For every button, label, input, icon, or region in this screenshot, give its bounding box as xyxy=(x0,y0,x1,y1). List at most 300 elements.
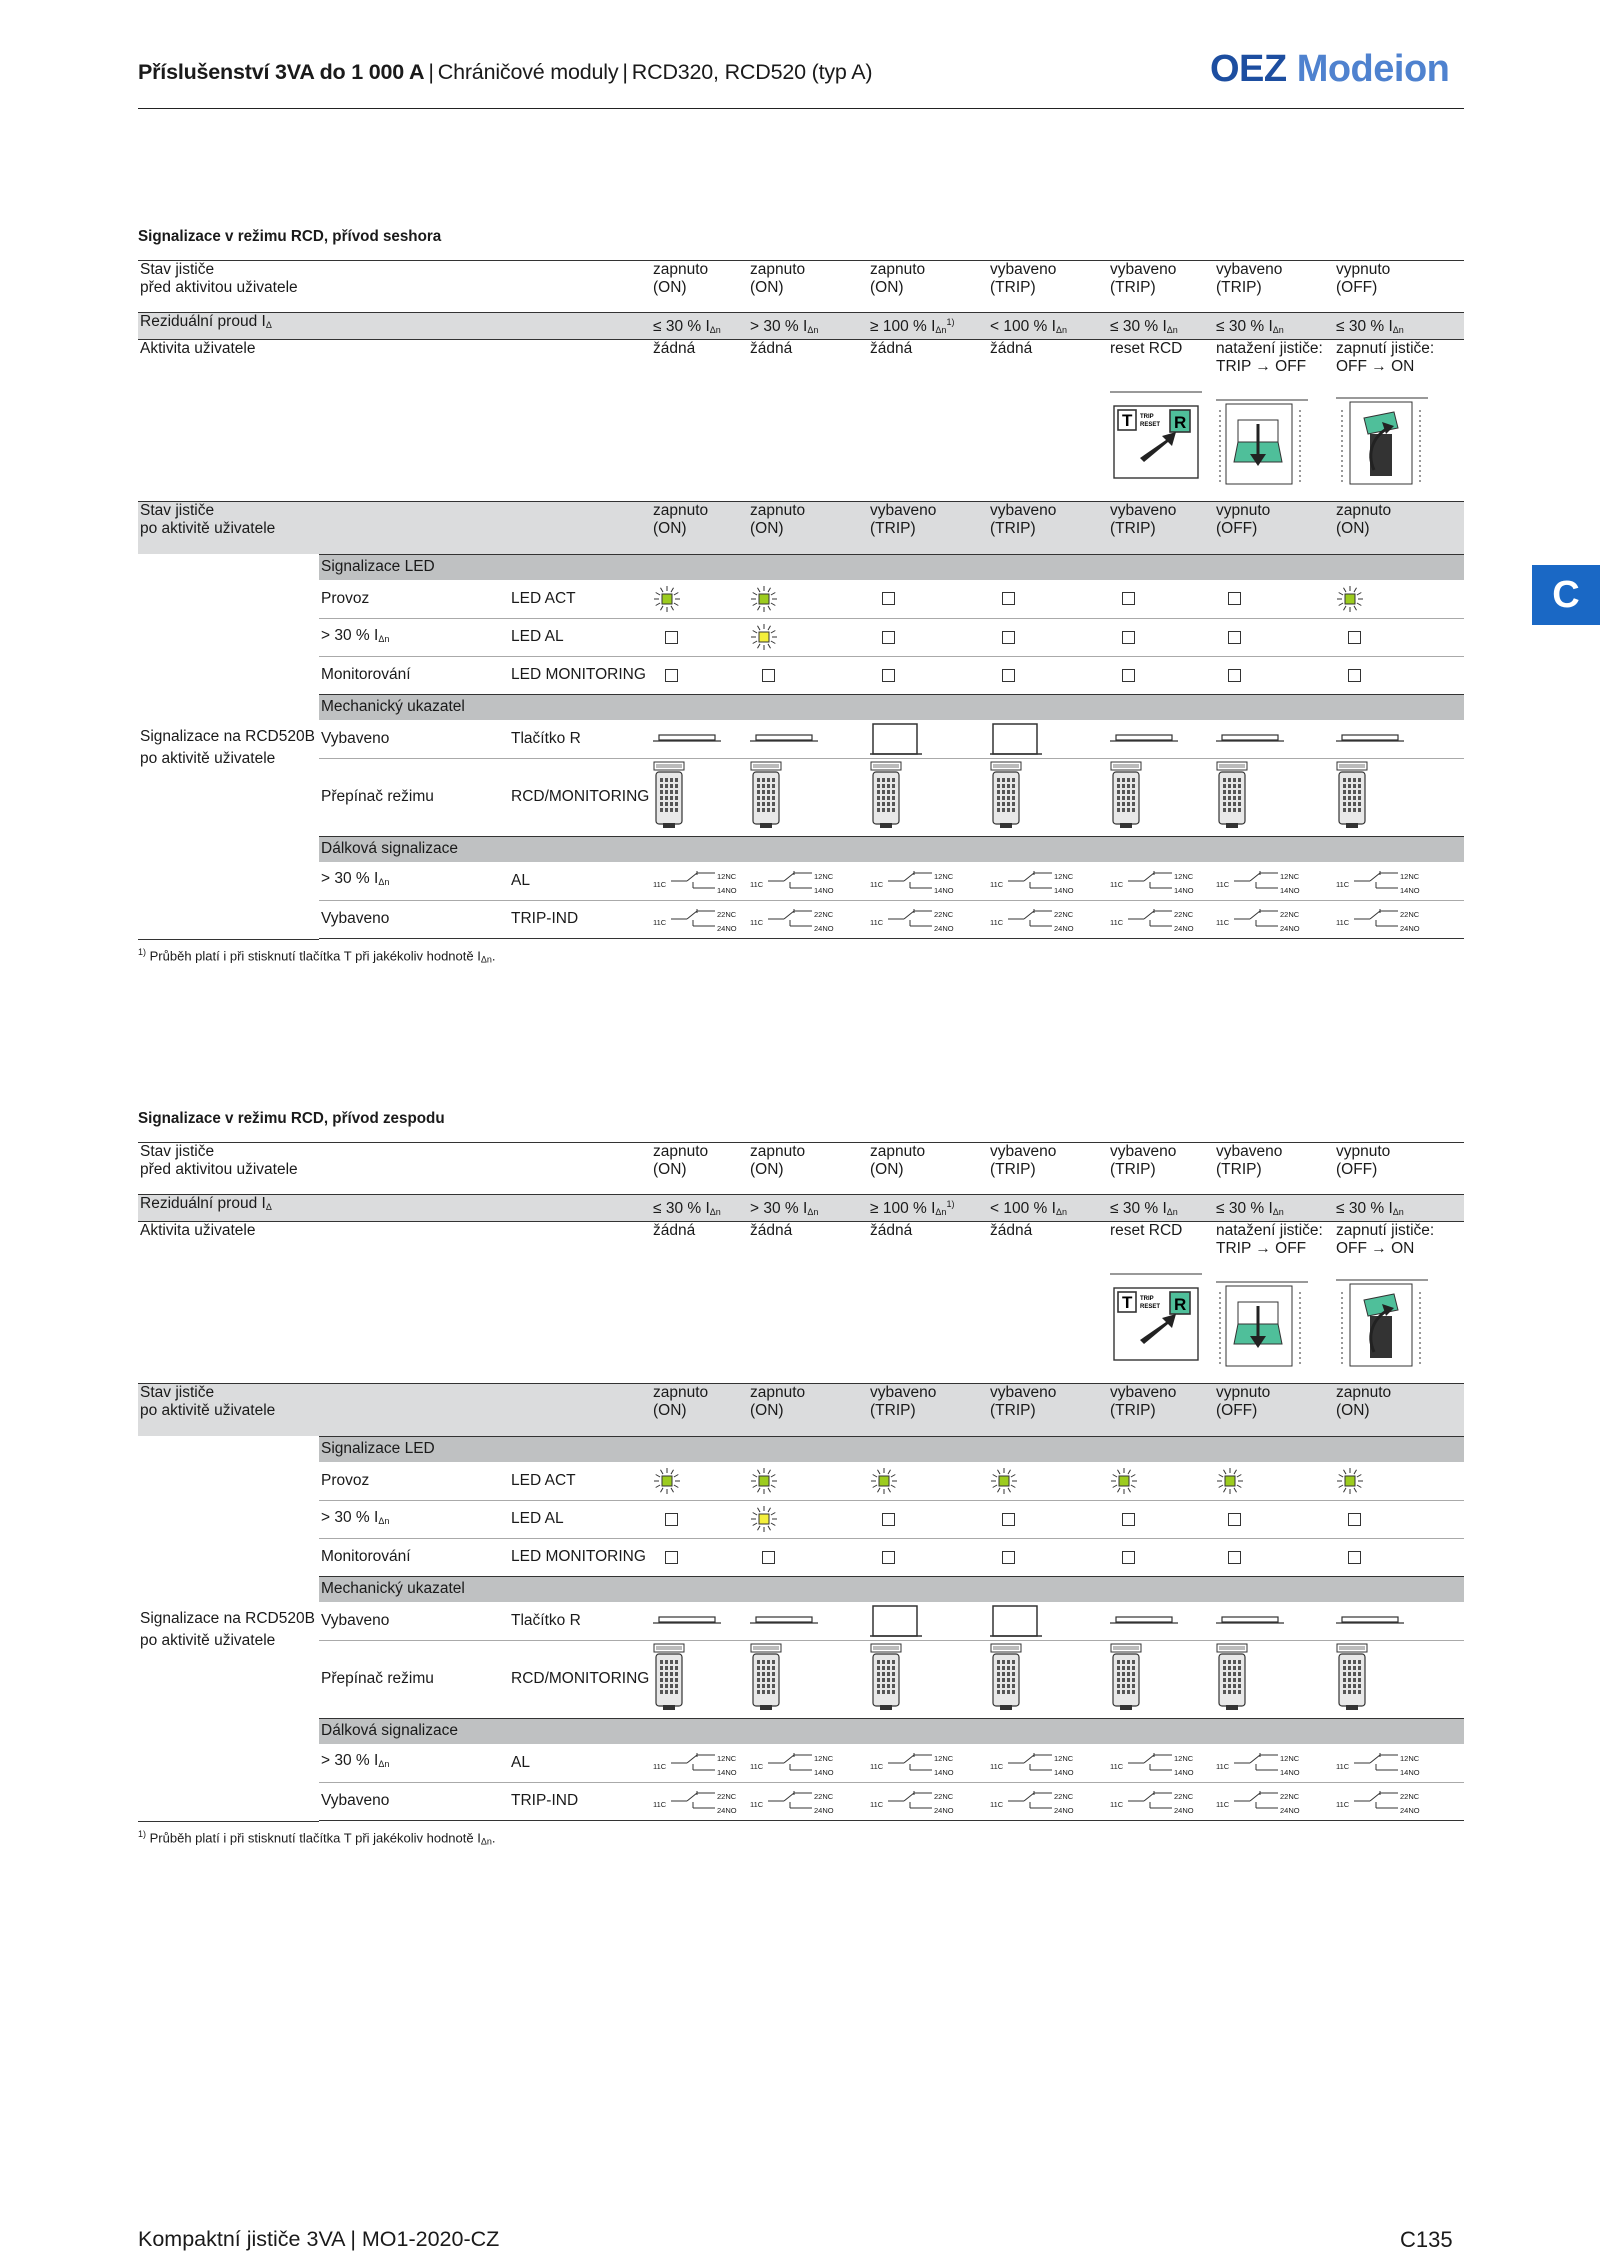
led-al-label: LED AL xyxy=(511,628,564,646)
relay-contact-icon xyxy=(1110,1750,1214,1776)
footnote-sup: 1) xyxy=(138,1828,147,1839)
relay-nc-label: 12NC xyxy=(1054,871,1074,881)
state-line2: (ON) xyxy=(1336,520,1370,538)
relay-no-label: 24NO xyxy=(1400,1806,1420,1816)
state-line1: vybaveno xyxy=(1216,261,1283,278)
activity-line1: zapnutí jističe: xyxy=(1336,1222,1435,1240)
button-r-flat-icon xyxy=(750,1613,818,1629)
led-off-icon xyxy=(1122,1513,1135,1526)
relay-no-label: 14NO xyxy=(814,885,834,895)
state-line1: zapnuto xyxy=(750,502,806,520)
relay-nc-label: 12NC xyxy=(814,871,834,881)
relay-no-label: 14NO xyxy=(717,1767,737,1777)
led-green-icon xyxy=(653,585,681,613)
relay-nc-label: 12NC xyxy=(1280,871,1300,881)
row-mode-switch xyxy=(319,758,1464,836)
svg-text:TRIP: TRIP xyxy=(1140,414,1154,421)
over30-sub: Δn xyxy=(378,1515,390,1526)
breaker-reset-illustration xyxy=(1216,390,1308,488)
relay-com-label: 11C xyxy=(1110,918,1124,928)
relay-nc-label: 22NC xyxy=(1400,1792,1420,1802)
state-line2: (TRIP) xyxy=(1110,1402,1156,1420)
activity-label: Aktivita uživatele xyxy=(140,340,256,358)
led-off-icon xyxy=(1002,1513,1015,1526)
relay-com-label: 11C xyxy=(1110,1761,1124,1771)
state-line2: (ON) xyxy=(750,520,784,538)
relay-contact-trip-4 xyxy=(1110,1788,1214,1814)
button-t-label: T xyxy=(1122,1293,1133,1313)
vybaveno-label: Vybaveno xyxy=(321,1611,390,1629)
residual-value: 100 % xyxy=(882,1200,927,1218)
svg-text:TRIP: TRIP xyxy=(1140,1296,1154,1303)
residual-op: ≥ xyxy=(870,1200,879,1218)
row-state-before xyxy=(138,1143,1464,1195)
relay-com-label: 11C xyxy=(870,1800,884,1810)
state-line2: (ON) xyxy=(653,520,687,538)
relay-com-label: 11C xyxy=(1216,879,1230,889)
relay-no-label: 24NO xyxy=(1280,1806,1300,1816)
residual-sub: Δn xyxy=(1055,325,1067,336)
relay-contact-trip-3 xyxy=(990,1788,1094,1814)
button-r-flat-icon xyxy=(1216,1613,1284,1629)
relay-contact-icon xyxy=(1336,1788,1440,1814)
button-r-raised-icon xyxy=(990,1604,1042,1638)
row-residual: Reziduální proud $I_\Delta$ ≤ 30 % $I_{\Delta n}$ > 30 % $I_{\Delta n}$ ≥ 100 % $I_{\Delta n}^{1)}$ < 100 % $I_{\Delta n}$ ≤ 30 % $I_{\Delta n}$ ≤ 30 % $I_{\Delta n}$ ≤ 30 % $I_{\Delta n}$ xyxy=(138,313,1464,340)
row-state-after xyxy=(138,502,1464,554)
relay-contact-al-1 xyxy=(750,1750,854,1776)
signal-block xyxy=(138,1436,1464,1821)
mode-switch-icon xyxy=(750,761,782,829)
mode-switch-icon xyxy=(653,761,685,829)
relay-no-label: 14NO xyxy=(814,1767,834,1777)
relay-nc-label: 12NC xyxy=(1400,1753,1420,1763)
relay-nc-label: 12NC xyxy=(1400,871,1420,881)
tripind-label: TRIP-IND xyxy=(511,910,579,928)
residual-sub: Δn xyxy=(1055,1207,1067,1218)
remote-over30-label: > 30 % I xyxy=(321,1752,379,1770)
signal-subtable xyxy=(319,554,1464,939)
residual-op: < xyxy=(990,318,1000,336)
group-led-label: Signalizace LED xyxy=(321,558,435,576)
residual-op: > xyxy=(750,318,760,336)
reset-rcd-illustration xyxy=(1110,384,1202,482)
al-label: AL xyxy=(511,1753,530,1771)
after-label-2: po aktivitě uživatele xyxy=(140,1402,276,1420)
button-r-label: R xyxy=(1174,1295,1187,1315)
led-green-icon xyxy=(870,1467,898,1495)
led-off-icon xyxy=(1228,1513,1241,1526)
state-line1: zapnuto xyxy=(870,261,926,278)
relay-contact-trip-0 xyxy=(653,906,757,932)
state-line1: zapnuto xyxy=(750,1384,806,1402)
state-line2: (ON) xyxy=(1336,1402,1370,1420)
relay-nc-label: 22NC xyxy=(1054,1792,1074,1802)
relay-contact-icon xyxy=(1110,868,1214,894)
row-remote-trip xyxy=(319,1782,1464,1820)
state-line2: (ON) xyxy=(870,1161,904,1178)
mode-switch-icon xyxy=(870,1643,902,1711)
residual-value: 100 % xyxy=(882,318,927,336)
before-label-2: před aktivitou uživatele xyxy=(140,1161,298,1178)
relay-nc-label: 22NC xyxy=(934,1792,954,1802)
signal-label-1: Signalizace na RCD520B xyxy=(140,1609,315,1627)
activity-line2: TRIP → OFF xyxy=(1216,358,1307,376)
state-line2: (ON) xyxy=(653,1161,687,1178)
state-line1: vybaveno xyxy=(1216,1143,1283,1160)
led-off-icon xyxy=(665,1551,678,1564)
relay-nc-label: 12NC xyxy=(717,871,737,881)
led-off-icon xyxy=(665,631,678,644)
relay-contact-icon xyxy=(870,1788,974,1814)
relay-com-label: 11C xyxy=(750,879,764,889)
group-led xyxy=(319,554,1464,580)
led-act-label: LED ACT xyxy=(511,1471,576,1489)
activity-line1: žádná xyxy=(653,340,696,358)
relay-no-label: 24NO xyxy=(814,924,834,934)
relay-no-label: 14NO xyxy=(717,885,737,895)
relay-nc-label: 22NC xyxy=(1280,1792,1300,1802)
relay-nc-label: 22NC xyxy=(717,1792,737,1802)
footer-left: Kompaktní jističe 3VA | MO1-2020-CZ xyxy=(138,2227,500,2251)
relay-no-label: 14NO xyxy=(934,1767,954,1777)
state-line1: zapnuto xyxy=(1336,502,1392,520)
after-label-2: po aktivitě uživatele xyxy=(140,520,276,538)
header-title-bold: Příslušenství 3VA do 1 000 A xyxy=(138,60,425,84)
over30-label: > 30 % I xyxy=(321,626,379,644)
relay-no-label: 24NO xyxy=(1174,1806,1194,1816)
relay-contact-icon xyxy=(653,1750,757,1776)
relay-contact-icon xyxy=(990,1788,1094,1814)
signal-label-2: po aktivitě uživatele xyxy=(140,749,276,767)
group-mechanical-label: Mechanický ukazatel xyxy=(321,698,465,716)
led-yellow-icon xyxy=(750,623,778,651)
state-line1: zapnuto xyxy=(653,261,709,278)
state-line1: vybaveno xyxy=(1110,1384,1177,1402)
activity-line1: reset RCD xyxy=(1110,340,1183,358)
led-off-icon xyxy=(1348,669,1361,682)
signal-label xyxy=(140,1608,315,1652)
state-line1: zapnuto xyxy=(750,1143,806,1160)
footnote-sub: Δn xyxy=(480,1835,492,1846)
relay-no-label: 14NO xyxy=(1400,1767,1420,1777)
relay-com-label: 11C xyxy=(1336,879,1350,889)
residual-value: 30 % xyxy=(763,1200,799,1218)
row-led-mon xyxy=(319,656,1464,694)
relay-no-label: 14NO xyxy=(1054,1767,1074,1777)
relay-contact-icon xyxy=(870,868,974,894)
group-led xyxy=(319,1436,1464,1462)
header-title-part2: Chráničové moduly xyxy=(437,60,619,84)
led-off-icon xyxy=(1228,592,1241,605)
relay-com-label: 11C xyxy=(990,1761,1004,1771)
before-label-1: Stav jističe xyxy=(140,1143,215,1160)
relay-nc-label: 22NC xyxy=(1054,910,1074,920)
state-line1: vybaveno xyxy=(870,1384,937,1402)
led-green-icon xyxy=(750,1467,778,1495)
group-remote xyxy=(319,1718,1464,1744)
relay-contact-trip-0 xyxy=(653,1788,757,1814)
vybaveno-label: Vybaveno xyxy=(321,729,390,747)
footer-part1: Kompaktní jističe 3VA xyxy=(138,2227,345,2251)
chapter-tab[interactable]: C xyxy=(1532,565,1600,625)
relay-nc-label: 22NC xyxy=(814,1792,834,1802)
relay-nc-label: 22NC xyxy=(1400,910,1420,920)
relay-contact-al-0 xyxy=(653,868,757,894)
button-r-raised-icon xyxy=(870,722,922,756)
residual-value: 30 % xyxy=(1348,318,1385,336)
svg-text:RESET: RESET xyxy=(1140,422,1161,429)
after-label-1: Stav jističe xyxy=(140,502,215,520)
residual-op: ≥ xyxy=(870,318,879,336)
relay-contact-al-0 xyxy=(653,1750,757,1776)
relay-com-label: 11C xyxy=(990,918,1004,928)
relay-contact-al-4 xyxy=(1110,868,1214,894)
state-line2: (TRIP) xyxy=(870,520,916,538)
al-label: AL xyxy=(511,871,530,889)
relay-com-label: 11C xyxy=(1110,879,1124,889)
relay-nc-label: 12NC xyxy=(1174,1753,1194,1763)
relay-nc-label: 22NC xyxy=(934,910,954,920)
relay-contact-icon xyxy=(1336,868,1440,894)
prepinac-label: Přepínač režimu xyxy=(321,788,434,806)
over30-sub: Δn xyxy=(378,633,390,644)
relay-contact-icon xyxy=(1110,906,1214,932)
state-line2: (TRIP) xyxy=(1110,1161,1156,1178)
relay-contact-trip-5 xyxy=(1216,906,1320,932)
relay-contact-icon xyxy=(990,868,1094,894)
row-residual: Reziduální proud $I_\Delta$ ≤ 30 % $I_{\Delta n}$ > 30 % $I_{\Delta n}$ ≥ 100 % $I_{\Delta n}^{1)}$ < 100 % $I_{\Delta n}$ ≤ 30 % $I_{\Delta n}$ ≤ 30 % $I_{\Delta n}$ ≤ 30 % $I_{\Delta n}$ xyxy=(138,1195,1464,1222)
state-line2: (TRIP) xyxy=(1110,520,1156,538)
residual-value: 100 % xyxy=(1003,1200,1048,1218)
row-button-r xyxy=(319,1602,1464,1640)
monit-label: Monitorování xyxy=(321,666,411,684)
footnote: $^{1)}$ Průběh platí i při stisknutí tlačítka T při jakékoliv hodnotě $I_{\Delta n}$. xyxy=(138,1828,496,1846)
relay-nc-label: 22NC xyxy=(1174,910,1194,920)
relay-contact-al-3 xyxy=(990,1750,1094,1776)
residual-label: Reziduální proud I xyxy=(140,1195,266,1212)
residual-op: ≤ xyxy=(1216,318,1225,336)
mode-switch-icon xyxy=(1110,761,1142,829)
mode-switch-icon xyxy=(990,1643,1022,1711)
section-top-feed xyxy=(138,228,1464,964)
footnote-sub: Δn xyxy=(480,953,492,964)
tripind-label: TRIP-IND xyxy=(511,1792,579,1810)
mode-switch-icon xyxy=(990,761,1022,829)
led-off-icon xyxy=(1228,631,1241,644)
residual-op: ≤ xyxy=(1110,1200,1119,1218)
relay-nc-label: 12NC xyxy=(1174,871,1194,881)
signal-label xyxy=(140,726,315,770)
row-state-after xyxy=(138,1384,1464,1436)
page-header: Příslušenství 3VA do 1 000 A | Chráničové moduly | RCD320, RCD520 (typ A) xyxy=(138,60,873,84)
relay-contact-icon xyxy=(1336,906,1440,932)
group-remote xyxy=(319,836,1464,862)
state-line1: vypnuto xyxy=(1216,502,1271,520)
row-led-mon xyxy=(319,1538,1464,1576)
relay-contact-al-5 xyxy=(1216,868,1320,894)
residual-sub: Δn xyxy=(709,1207,721,1218)
residual-sub: Δ xyxy=(265,320,272,330)
button-r-flat-icon xyxy=(1110,1613,1178,1629)
led-green-icon xyxy=(1110,1467,1138,1495)
relay-contact-icon xyxy=(1216,1788,1320,1814)
row-led-act xyxy=(319,1462,1464,1500)
residual-sub: Δn xyxy=(1166,1207,1178,1218)
relay-no-label: 14NO xyxy=(934,885,954,895)
led-off-icon xyxy=(1348,631,1361,644)
relay-com-label: 11C xyxy=(870,918,884,928)
remote-over30-label: > 30 % I xyxy=(321,870,379,888)
state-line2: (ON) xyxy=(750,1161,784,1178)
led-off-icon xyxy=(882,1551,895,1564)
over30-label: > 30 % I xyxy=(321,1508,379,1526)
residual-sub: Δn xyxy=(1392,325,1404,336)
residual-sub: Δn xyxy=(935,325,947,336)
state-line1: zapnuto xyxy=(1336,1384,1392,1402)
relay-no-label: 24NO xyxy=(1280,924,1300,934)
button-r-flat-icon xyxy=(1110,731,1178,747)
residual-op: ≤ xyxy=(1216,1200,1225,1218)
led-off-icon xyxy=(1002,669,1015,682)
led-off-icon xyxy=(1348,1551,1361,1564)
state-line1: vybaveno xyxy=(990,261,1057,278)
relay-contact-trip-3 xyxy=(990,906,1094,932)
section-title: Signalizace v režimu RCD, přívod zespodu xyxy=(138,1110,445,1127)
mode-switch-icon xyxy=(1110,1643,1142,1711)
led-off-icon xyxy=(1122,669,1135,682)
footnote-text: Průběh platí i při stisknutí tlačítka T při jakékoliv hodnotě I xyxy=(149,947,481,963)
led-off-icon xyxy=(882,1513,895,1526)
led-off-icon xyxy=(1122,1551,1135,1564)
relay-contact-al-2 xyxy=(870,1750,974,1776)
activity-label: Aktivita uživatele xyxy=(140,1222,256,1240)
relay-contact-icon xyxy=(1216,1750,1320,1776)
relay-contact-icon xyxy=(1110,1788,1214,1814)
relay-contact-trip-2 xyxy=(870,906,974,932)
relay-contact-trip-1 xyxy=(750,906,854,932)
residual-value: 30 % xyxy=(665,1200,702,1218)
state-line2: (TRIP) xyxy=(990,1402,1036,1420)
tlacitko-label: Tlačítko R xyxy=(511,1611,581,1629)
logo-modeion: Modeion xyxy=(1296,48,1450,90)
row-led-al xyxy=(319,618,1464,656)
activity-line1: žádná xyxy=(990,340,1033,358)
relay-contact-trip-6 xyxy=(1336,906,1440,932)
state-line1: vypnuto xyxy=(1216,1384,1271,1402)
relay-contact-icon xyxy=(653,906,757,932)
relay-com-label: 11C xyxy=(990,879,1004,889)
activity-line1: žádná xyxy=(990,1222,1033,1240)
relay-com-label: 11C xyxy=(870,879,884,889)
residual-value: 30 % xyxy=(1228,318,1265,336)
state-line1: vypnuto xyxy=(1336,1143,1391,1160)
state-line1: vybaveno xyxy=(990,1384,1057,1402)
button-r-flat-icon xyxy=(1336,731,1404,747)
led-green-icon xyxy=(1336,1467,1364,1495)
relay-contact-icon xyxy=(1336,1750,1440,1776)
activity-line1: zapnutí jističe: xyxy=(1336,340,1435,358)
relay-nc-label: 22NC xyxy=(814,910,834,920)
relay-contact-al-6 xyxy=(1336,868,1440,894)
relay-contact-trip-2 xyxy=(870,1788,974,1814)
rcdmon-label: RCD/MONITORING xyxy=(511,1670,650,1688)
relay-contact-icon xyxy=(990,1750,1094,1776)
activity-line2: OFF → ON xyxy=(1336,1240,1415,1258)
activity-line1: žádná xyxy=(653,1222,696,1240)
residual-op: ≤ xyxy=(1336,1200,1345,1218)
mode-switch-icon xyxy=(1216,1643,1248,1711)
before-label-1: Stav jističe xyxy=(140,261,215,278)
relay-nc-label: 22NC xyxy=(717,910,737,920)
activity-line1: natažení jističe: xyxy=(1216,340,1323,358)
activity-line1: žádná xyxy=(750,1222,793,1240)
section-title: Signalizace v režimu RCD, přívod seshora xyxy=(138,228,442,245)
relay-nc-label: 12NC xyxy=(1280,1753,1300,1763)
relay-contact-icon xyxy=(750,906,854,932)
relay-no-label: 24NO xyxy=(1400,924,1420,934)
relay-no-label: 14NO xyxy=(1280,1767,1300,1777)
led-off-icon xyxy=(882,592,895,605)
relay-com-label: 11C xyxy=(870,1761,884,1771)
relay-nc-label: 22NC xyxy=(1280,910,1300,920)
header-divider xyxy=(138,108,1464,109)
prepinac-label: Přepínač režimu xyxy=(321,1670,434,1688)
residual-value: 30 % xyxy=(665,318,702,336)
residual-value: 30 % xyxy=(763,318,799,336)
residual-sub: Δn xyxy=(1272,1207,1284,1218)
state-line1: vybaveno xyxy=(1110,1143,1177,1160)
footer-part2: MO1-2020-CZ xyxy=(361,2227,500,2251)
state-line2: (TRIP) xyxy=(1216,1161,1262,1178)
relay-contact-icon xyxy=(1216,906,1320,932)
relay-no-label: 14NO xyxy=(1280,885,1300,895)
state-line2: (ON) xyxy=(750,279,784,296)
activity-line1: natažení jističe: xyxy=(1216,1222,1323,1240)
svg-text:RESET: RESET xyxy=(1140,1304,1161,1311)
provoz-label: Provoz xyxy=(321,589,370,607)
mode-switch-icon xyxy=(1336,761,1368,829)
state-line1: zapnuto xyxy=(653,1384,709,1402)
residual-value: 30 % xyxy=(1122,318,1159,336)
relay-contact-icon xyxy=(870,906,974,932)
state-line2: (ON) xyxy=(870,279,904,296)
relay-com-label: 11C xyxy=(750,1800,764,1810)
tlacitko-label: Tlačítko R xyxy=(511,729,581,747)
relay-contact-icon xyxy=(653,1788,757,1814)
state-line2: (TRIP) xyxy=(990,279,1036,296)
state-line2: (TRIP) xyxy=(1110,279,1156,296)
relay-no-label: 24NO xyxy=(934,924,954,934)
button-r-raised-icon xyxy=(870,1604,922,1638)
remote-vybaveno-label: Vybaveno xyxy=(321,910,390,928)
relay-nc-label: 22NC xyxy=(1174,1792,1194,1802)
relay-contact-trip-4 xyxy=(1110,906,1214,932)
residual-value: 30 % xyxy=(1228,1200,1265,1218)
relay-nc-label: 12NC xyxy=(1054,1753,1074,1763)
row-led-act xyxy=(319,580,1464,618)
residual-sub: Δn xyxy=(935,1207,947,1218)
row-remote-al xyxy=(319,1744,1464,1782)
state-line2: (OFF) xyxy=(1336,279,1378,296)
relay-contact-al-4 xyxy=(1110,1750,1214,1776)
footnote: $^{1)}$ Průběh platí i při stisknutí tlačítka T při jakékoliv hodnotě $I_{\Delta n}$. xyxy=(138,946,496,964)
state-line1: vybaveno xyxy=(990,502,1057,520)
residual-sub: Δn xyxy=(807,1207,819,1218)
reset-rcd-illustration xyxy=(1110,1266,1202,1364)
state-line1: zapnuto xyxy=(653,502,709,520)
led-off-icon xyxy=(665,1513,678,1526)
residual-value: 100 % xyxy=(1003,318,1048,336)
